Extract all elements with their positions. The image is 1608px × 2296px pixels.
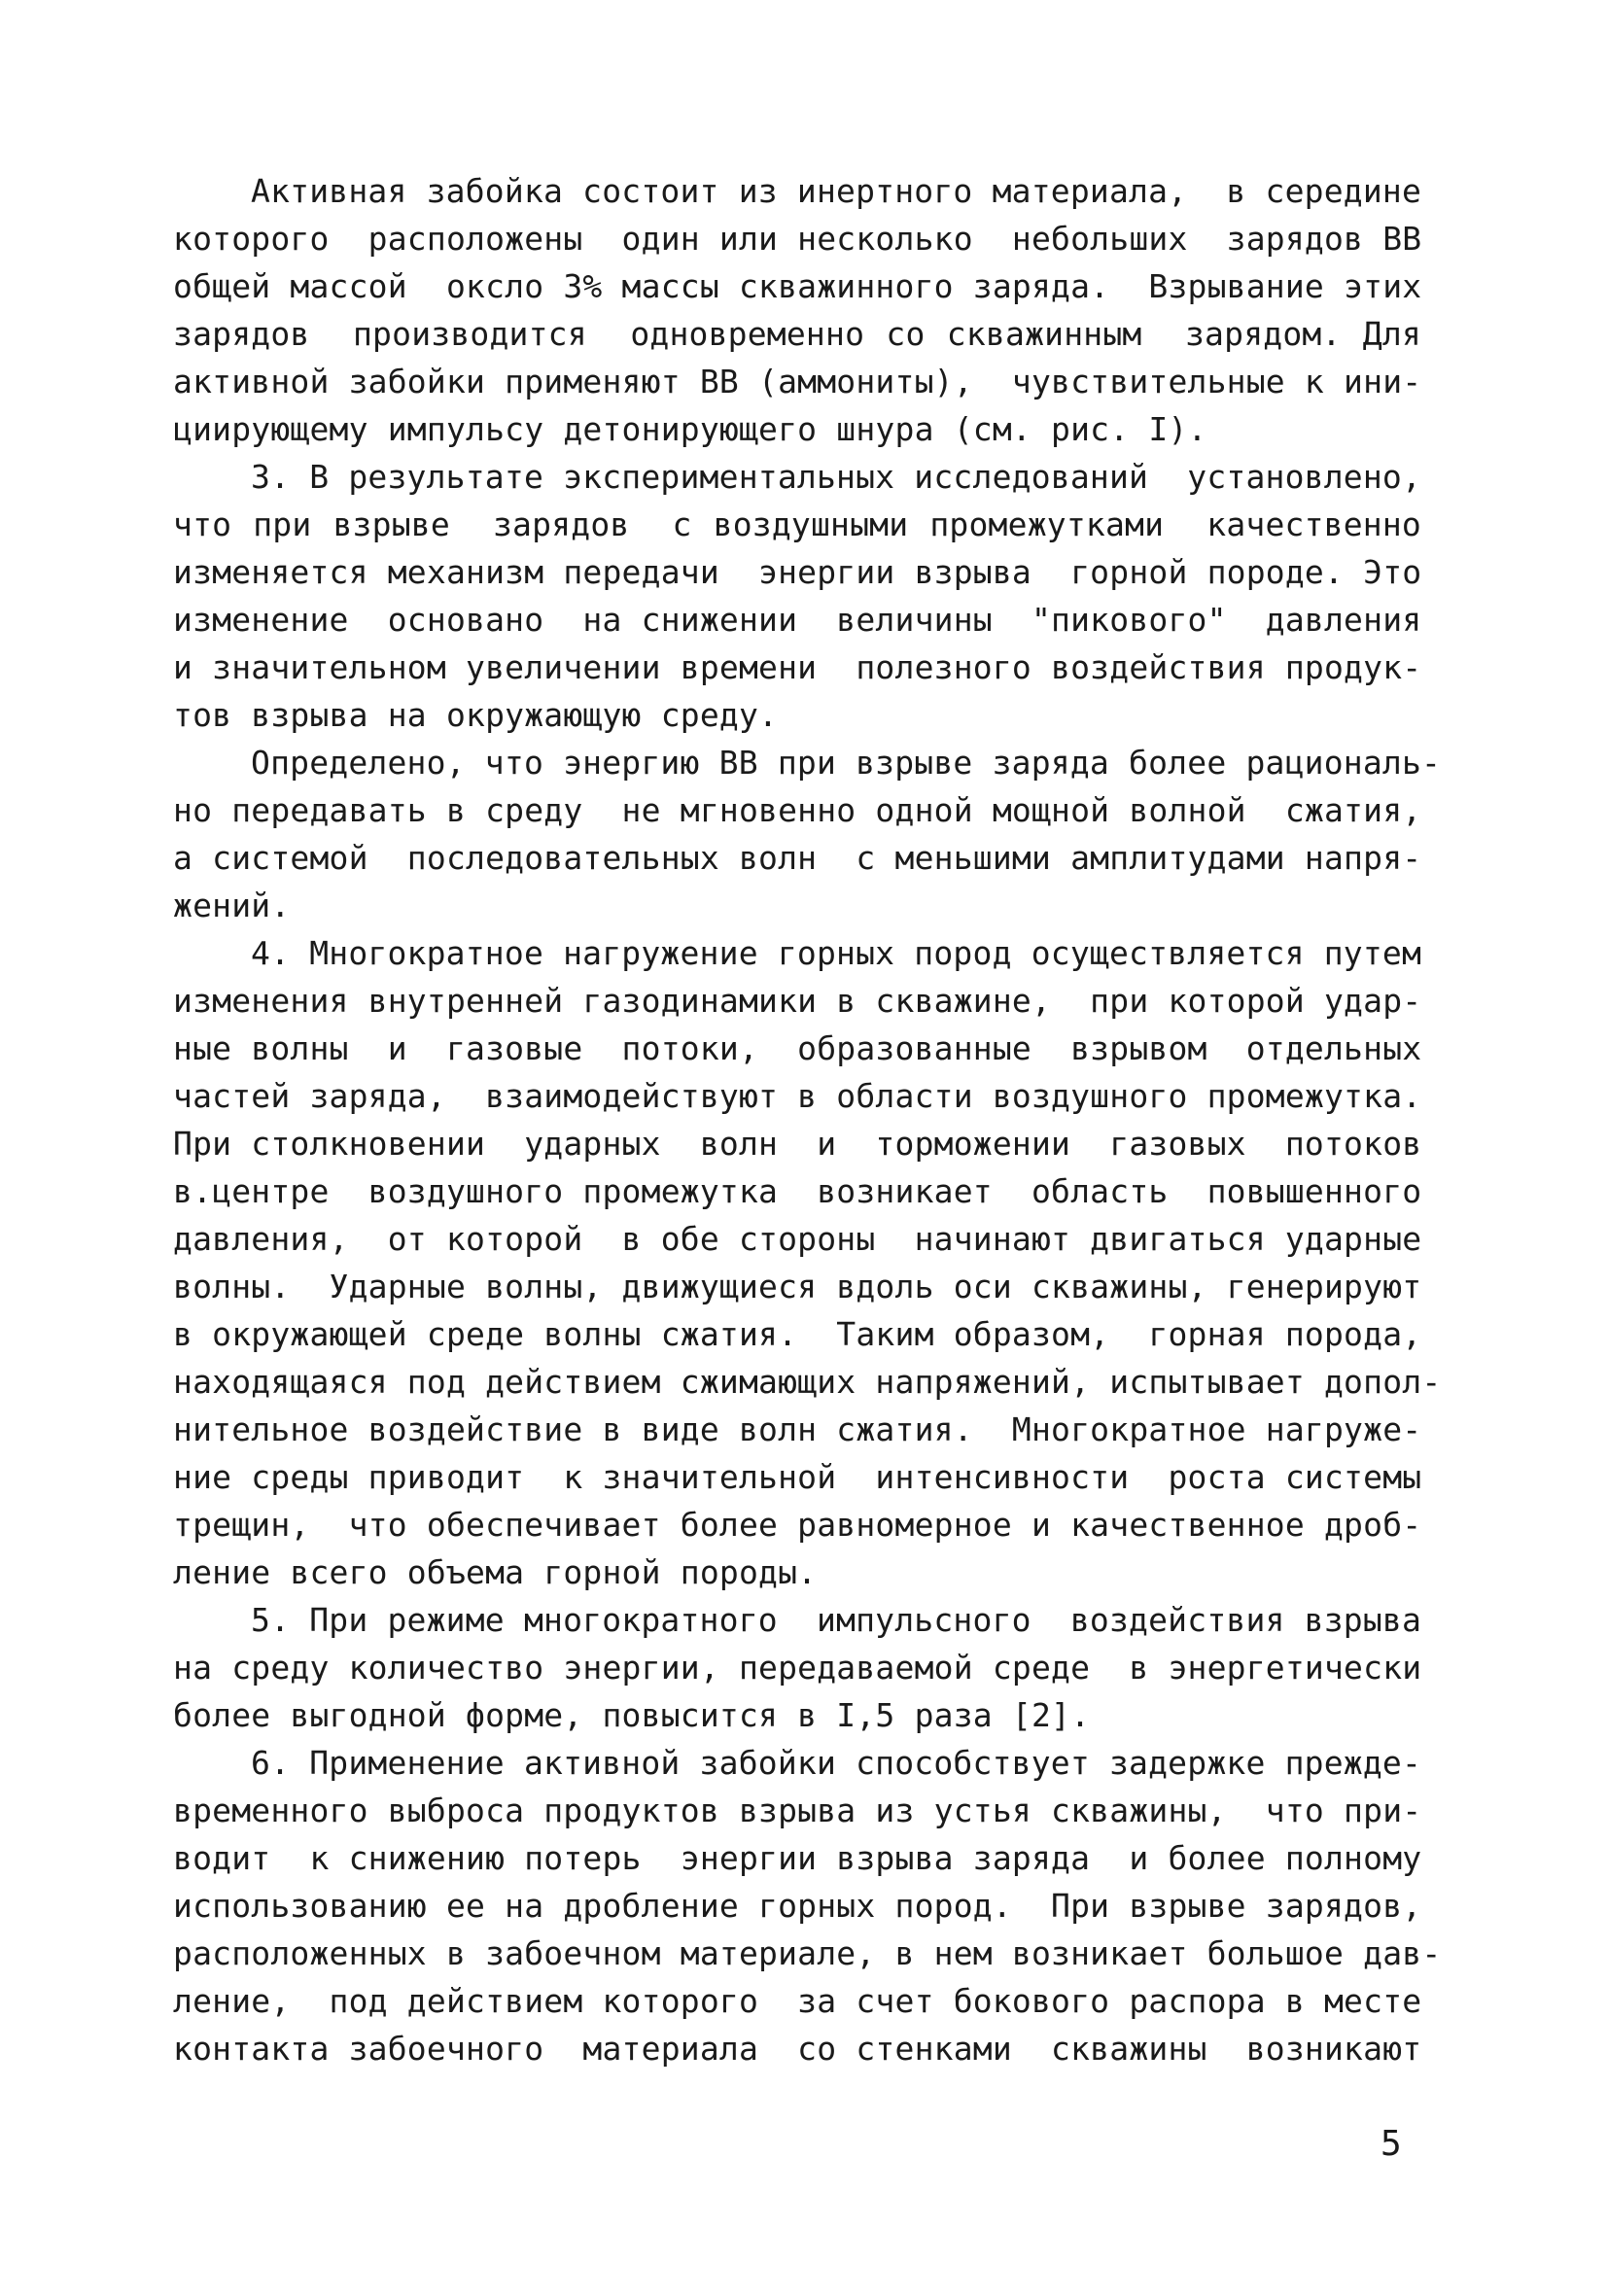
text-line: находящаяся под действием сжимающих напряжений, испытывает допол- (173, 1363, 1442, 1401)
text-line: 6. Применение активной забойки способствует задержке прежде- (251, 1744, 1422, 1782)
text-line: частей заряда, взаимодействуют в области воздушного промежутка. (173, 1077, 1422, 1115)
text-line: циирующему импульсу детонирующего шнура (см. рис. I). (173, 410, 1207, 448)
text-line: которого расположены один или несколько небольших зарядов ВВ (173, 220, 1422, 258)
text-line: временного выброса продуктов взрыва из устья скважины, что при- (173, 1792, 1422, 1829)
text-line: 4. Многократное нагружение горных пород осуществляется путем (251, 934, 1422, 972)
text-line: ние среды приводит к значительной интенсивности роста системы (173, 1458, 1422, 1496)
text-line: тов взрыва на окружающую среду. (173, 696, 779, 734)
page-number: 5 (1381, 2124, 1402, 2164)
text-line: При столкновении ударных волн и торможении газовых потоков (173, 1125, 1422, 1163)
text-line: в окружающей среде волны сжатия. Таким образом, горная порода, (173, 1315, 1422, 1353)
text-line: ление, под действием которого за счет бокового распора в месте (173, 1982, 1422, 2020)
text-line: 3. В результате экспериментальных исследований установлено, (251, 458, 1422, 496)
text-line: более выгодной форме, повысится в I,5 раза [2]. (173, 1696, 1091, 1734)
text-line: расположенных в забоечном материале, в нем возникает большое дав- (173, 1934, 1442, 1972)
text-line: ные волны и газовые потоки, образованные взрывом отдельных (173, 1029, 1422, 1067)
text-line: изменения внутренней газодинамики в скважине, при которой удар- (173, 982, 1422, 1020)
text-line: изменяется механизм передачи энергии взрыва горной породе. Это (173, 553, 1422, 591)
text-line: в.центре воздушного промежутка возникает область повышенного (173, 1172, 1422, 1210)
text-line: что при взрыве зарядов с воздушными промежутками качественно (173, 505, 1421, 543)
text-line: давления, от которой в обе стороны начинают двигаться ударные (173, 1220, 1422, 1258)
text-line: но передавать в среду не мгновенно одной мощной волной сжатия, (173, 791, 1422, 829)
text-line: нительное воздействие в виде волн сжатия. Многократное нагруже- (173, 1410, 1422, 1448)
text-line: на среду количество энергии, передаваемой среде в энергетически (173, 1649, 1422, 1687)
text-line: Определено, что энергию ВВ при взрыве заряда более рациональ- (251, 744, 1442, 782)
text-line: жений. (173, 887, 291, 924)
text-line: а системой последовательных волн с меньшими амплитудами напря- (173, 839, 1422, 877)
body-text (173, 167, 1442, 2072)
text-line: общей массой оксло 3% массы скважинного заряда. Взрывание этих (173, 267, 1422, 305)
text-line: Активная забойка состоит из инертного материала, в середине (251, 172, 1422, 210)
text-line: трещин, что обеспечивает более равномерное и качественное дроб- (173, 1506, 1422, 1544)
text-line: активной забойки применяют ВВ (аммониты), чувствительные к ини- (173, 363, 1422, 400)
text-line: 5. При режиме многократного импульсного воздействия взрыва (251, 1601, 1422, 1639)
text-line: зарядов производится одновременно со скважинным зарядом. Для (173, 315, 1421, 353)
text-line: водит к снижению потерь энергии взрыва заряда и более полному (173, 1839, 1422, 1877)
text-line: ление всего объема горной породы. (173, 1553, 818, 1591)
text-line: использованию ее на дробление горных пород. При взрыве зарядов, (173, 1887, 1422, 1925)
text-line: и значительном увеличении времени полезного воздействия продук- (173, 648, 1422, 686)
text-line: изменение основано на снижении величины "пикового" давления (173, 601, 1422, 639)
text-line: контакта забоечного материала со стенками скважины возникают (173, 2030, 1422, 2068)
text-line: волны. Ударные волны, движущиеся вдоль оси скважины, генерируют (173, 1268, 1422, 1305)
